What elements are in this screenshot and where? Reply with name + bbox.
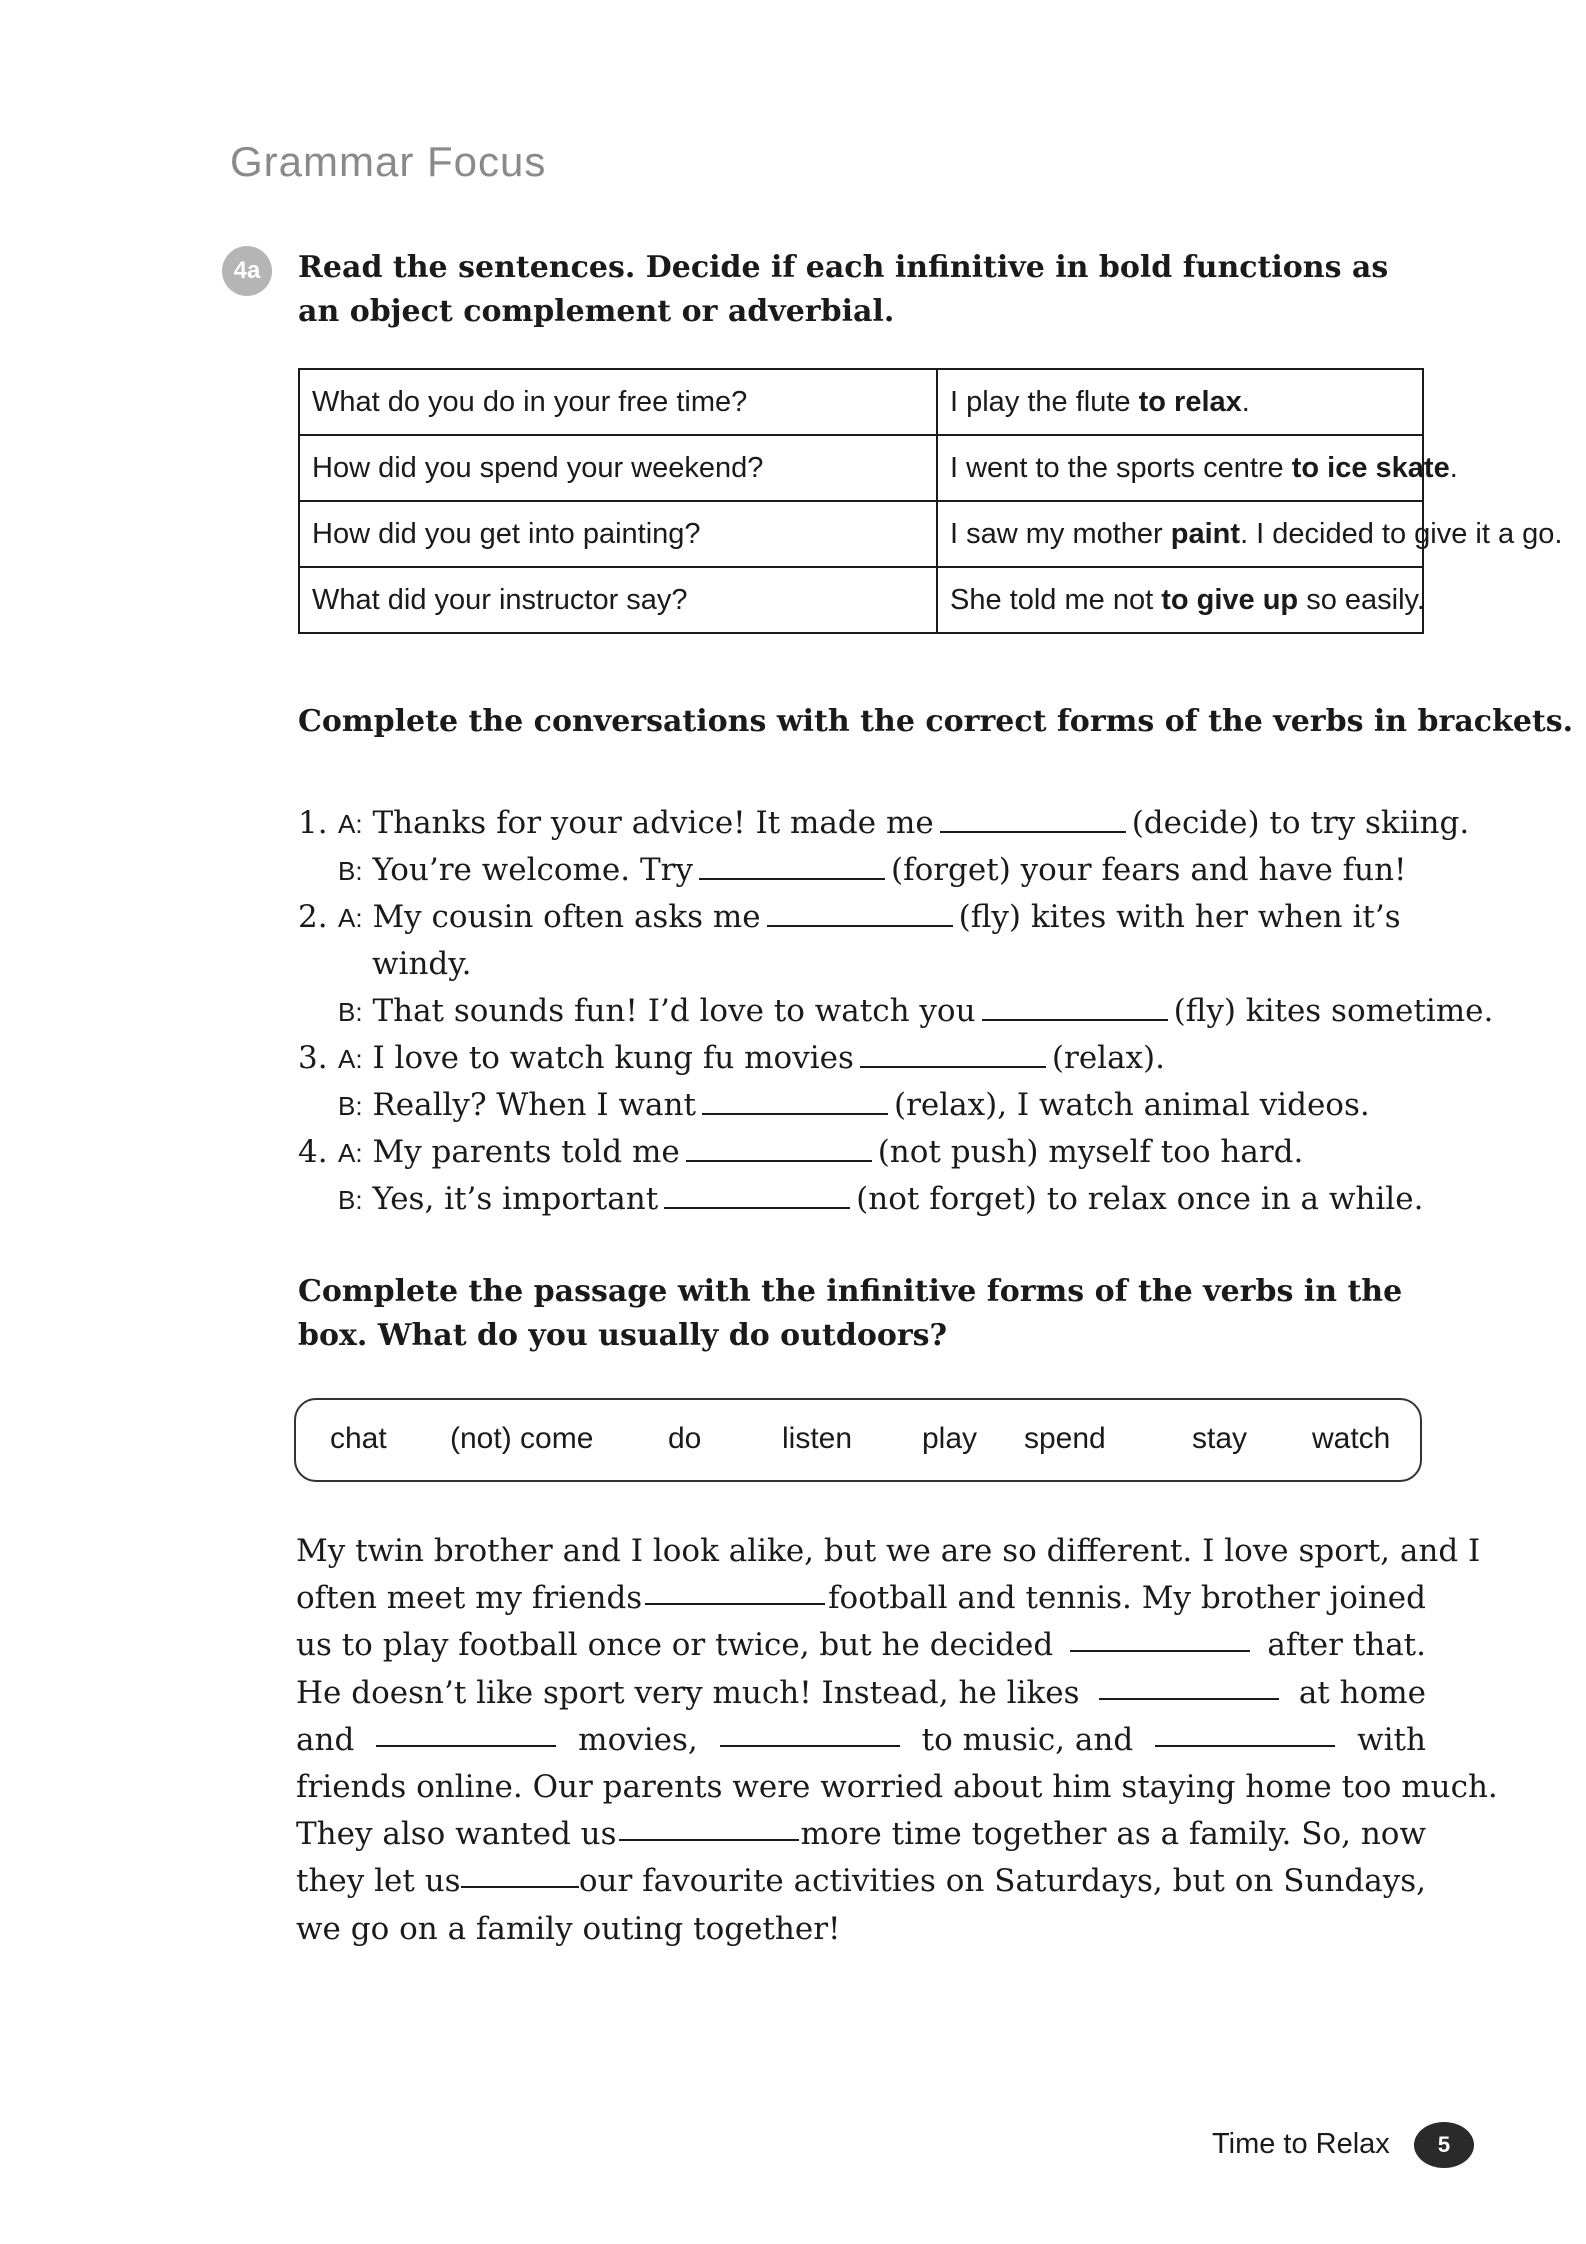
line-text: (forget) your fears and have fun! xyxy=(891,852,1407,888)
exercise-badge-4a: 4a xyxy=(222,246,272,296)
line-text: I love to watch kung fu movies xyxy=(372,1040,854,1076)
speaker-label: A: xyxy=(338,903,363,933)
answer-cell xyxy=(937,369,1423,435)
conversation-line xyxy=(298,988,1493,1036)
line-text: (not forget) to relax once in a while. xyxy=(856,1181,1424,1217)
passage-text: us to play football once or twice, but he decided xyxy=(296,1627,1054,1664)
question-cell: What do you do in your free time? xyxy=(299,369,937,435)
unit-title: Time to Relax xyxy=(1212,2128,1390,2160)
word-box xyxy=(294,1398,1422,1482)
passage-text: My twin brother and I look alike, but we are so different. I love sport, and I xyxy=(296,1533,1481,1569)
conversation-line xyxy=(298,847,1407,895)
passage-line xyxy=(296,1906,1426,1953)
answer-blank xyxy=(1155,1717,1335,1747)
bold-infinitive: to ice skate xyxy=(1291,451,1450,484)
answer-blank xyxy=(720,1717,900,1747)
answer-cell xyxy=(937,567,1423,633)
table-row xyxy=(299,369,1423,435)
passage-text: we go on a family outing together! xyxy=(296,1910,841,1947)
passage-text: our favourite activities on Saturdays, but on Sundays, xyxy=(578,1863,1426,1900)
line-text: Really? When I want xyxy=(372,1087,696,1123)
passage-text: after that. xyxy=(1267,1627,1426,1664)
passage-line xyxy=(296,1528,1481,1575)
word-box-item: watch xyxy=(1312,1422,1391,1455)
answer-blank xyxy=(702,1085,888,1115)
word-box-item: listen xyxy=(782,1422,853,1455)
line-text: (fly) kites sometime. xyxy=(1173,993,1494,1029)
answer-text: . I decided to give it a go. xyxy=(1240,517,1563,550)
passage-text: more time together as a family. So, now xyxy=(800,1816,1426,1853)
conversation-line xyxy=(298,1035,1165,1083)
exercise-4a-instruction: Read the sentences. Decide if each infinitive in bold functions as an object complement or adverbial. xyxy=(298,250,1389,329)
passage-line xyxy=(296,1764,1498,1811)
passage-line xyxy=(296,1575,1426,1622)
passage-text: and xyxy=(296,1721,355,1758)
speaker-label: A: xyxy=(338,1044,363,1074)
answer-blank xyxy=(699,850,885,880)
conversation-line xyxy=(298,800,1469,848)
speaker-label: B: xyxy=(338,997,363,1027)
bold-infinitive: to relax xyxy=(1138,385,1242,418)
conversation-line xyxy=(298,941,472,989)
passage-line xyxy=(296,1717,1426,1764)
answer-blank xyxy=(461,1858,579,1888)
conversation-line xyxy=(298,1129,1303,1177)
passage-line xyxy=(296,1811,1426,1858)
word-box-item: chat xyxy=(330,1422,387,1455)
table-row xyxy=(299,501,1423,567)
line-text: (not push) myself too hard. xyxy=(877,1134,1304,1170)
bold-infinitive: to give up xyxy=(1161,583,1299,616)
conversation-line xyxy=(298,894,1401,942)
item-number: 1. xyxy=(298,805,328,841)
line-text: Thanks for your advice! It made me xyxy=(372,805,934,841)
passage-text: at home xyxy=(1298,1674,1426,1711)
speaker-label: B: xyxy=(338,1185,363,1215)
answer-blank xyxy=(860,1038,1046,1068)
answer-blank xyxy=(1070,1622,1250,1652)
passage-text: they let us xyxy=(296,1863,461,1900)
speaker-label: A: xyxy=(338,809,363,839)
answer-text: so easily. xyxy=(1298,583,1425,616)
line-text: My cousin often asks me xyxy=(372,899,761,935)
question-cell: How did you get into painting? xyxy=(299,501,937,567)
question-cell: What did your instructor say? xyxy=(299,567,937,633)
answer-cell xyxy=(937,501,1563,567)
word-box-item: (not) come xyxy=(450,1422,594,1455)
item-number: 3. xyxy=(298,1040,328,1076)
speaker-label: A: xyxy=(338,1138,363,1168)
answer-cell xyxy=(937,435,1458,501)
answer-blank xyxy=(1099,1670,1279,1700)
line-text: That sounds fun! I’d love to watch you xyxy=(372,993,976,1029)
line-text: You’re welcome. Try xyxy=(372,852,693,888)
speaker-label: B: xyxy=(338,1091,363,1121)
answer-blank xyxy=(376,1717,556,1747)
sentence-table xyxy=(298,368,1563,634)
speaker-label: B: xyxy=(338,856,363,886)
passage-text: often meet my friends xyxy=(296,1580,643,1617)
answer-blank xyxy=(619,1811,799,1841)
section-title: Grammar Focus xyxy=(230,138,547,185)
exercise-4c-instruction: Complete the passage with the infinitive forms of the verbs in the box. What do you usually do outdoors? xyxy=(298,1274,1403,1353)
table-row xyxy=(299,567,1423,633)
answer-text: I went to the sports centre xyxy=(950,451,1292,484)
passage-text: friends online. Our parents were worried about him staying home too much. xyxy=(296,1768,1498,1805)
passage-line xyxy=(296,1858,1426,1905)
line-text: (relax), I watch animal videos. xyxy=(893,1087,1370,1123)
answer-blank xyxy=(982,991,1168,1021)
passage-text: He doesn’t like sport very much! Instead, he likes xyxy=(296,1674,1080,1711)
passage-text: movies, xyxy=(578,1721,698,1758)
line-text: (decide) to try skiing. xyxy=(1131,805,1470,841)
answer-text: I saw my mother xyxy=(950,517,1171,550)
line-text: (fly) kites with her when it’s xyxy=(958,899,1401,935)
passage-line xyxy=(296,1622,1426,1669)
answer-blank xyxy=(686,1132,872,1162)
line-text: windy. xyxy=(372,946,472,982)
passage-line xyxy=(296,1670,1426,1717)
question-cell: How did you spend your weekend? xyxy=(299,435,937,501)
line-text: (relax). xyxy=(1051,1040,1165,1076)
answer-text: . xyxy=(1449,451,1458,484)
passage-text: football and tennis. My brother joined xyxy=(828,1580,1426,1617)
answer-blank xyxy=(940,803,1126,833)
answer-blank xyxy=(767,897,953,927)
answer-text: She told me not xyxy=(950,583,1162,616)
bold-infinitive: paint xyxy=(1170,517,1241,550)
line-text: Yes, it’s important xyxy=(372,1181,659,1217)
answer-text: . xyxy=(1241,385,1250,418)
page-number-badge: 5 xyxy=(1414,2122,1474,2168)
table-row xyxy=(299,435,1423,501)
word-box-item: spend xyxy=(1024,1422,1106,1455)
word-box-item: do xyxy=(668,1422,702,1455)
conversation-line xyxy=(298,1176,1423,1224)
line-text: My parents told me xyxy=(372,1134,680,1170)
passage-text: to music, and xyxy=(921,1721,1134,1758)
passage-text: with xyxy=(1357,1721,1426,1758)
item-number: 4. xyxy=(298,1134,328,1170)
answer-blank xyxy=(664,1179,850,1209)
passage-text: They also wanted us xyxy=(296,1816,617,1853)
word-box-item: stay xyxy=(1192,1422,1248,1455)
answer-blank xyxy=(645,1575,825,1605)
conversation-line xyxy=(298,1082,1370,1130)
item-number: 2. xyxy=(298,899,328,935)
exercise-4b-instruction: Complete the conversations with the correct forms of the verbs in brackets. xyxy=(298,704,1574,739)
word-box-item: play xyxy=(922,1422,978,1455)
answer-text: I play the flute xyxy=(950,385,1139,418)
passage xyxy=(296,1528,1498,1953)
